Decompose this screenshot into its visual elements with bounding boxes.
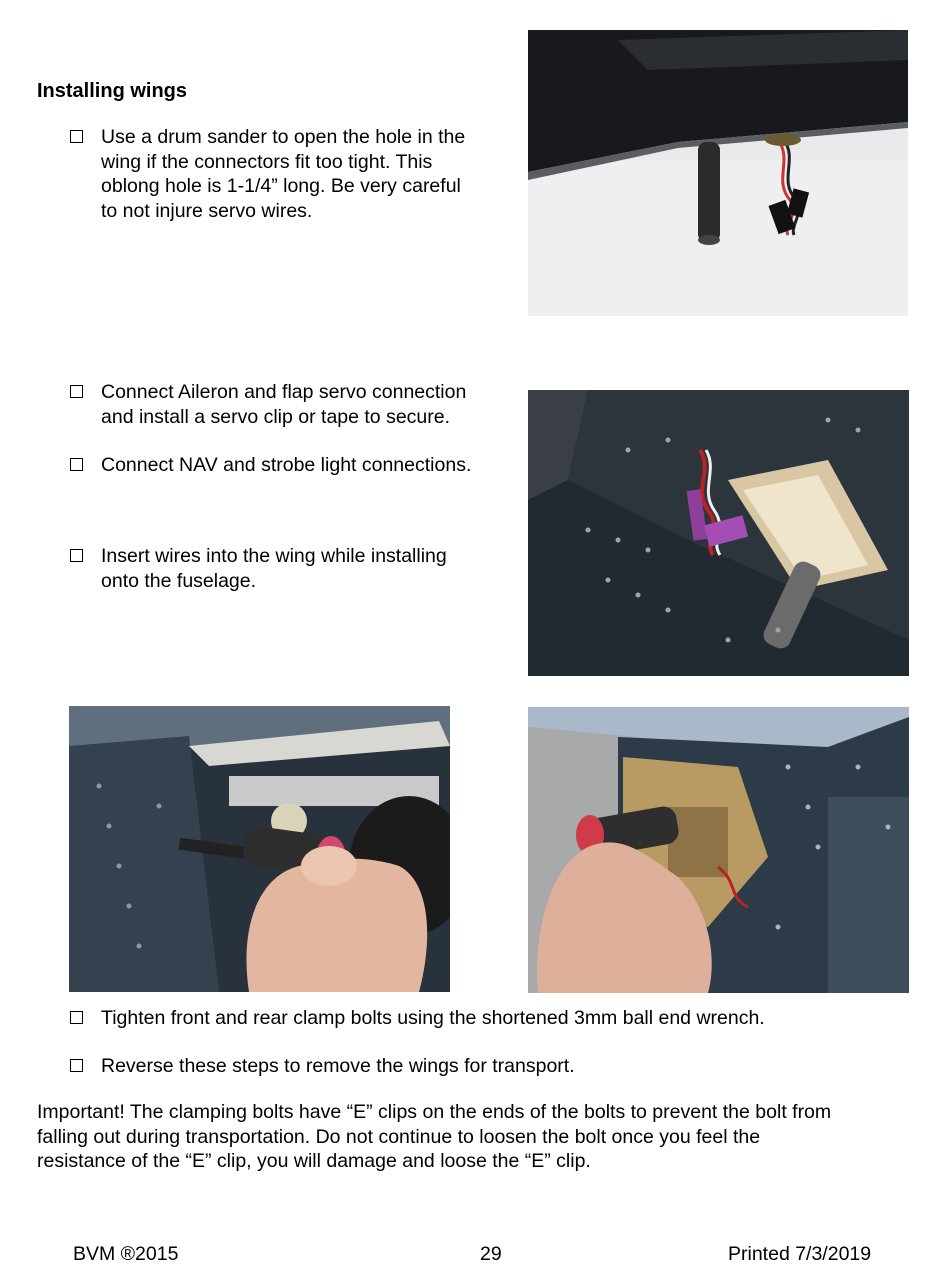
step-text: Connect Aileron and flap servo connection and install a servo clip or tape to secure. — [101, 381, 467, 428]
section-title: Installing wings — [37, 80, 188, 102]
front-clamp-bolt-photo — [69, 706, 450, 992]
servo-connection-photo — [528, 390, 909, 676]
checkbox-icon[interactable] — [70, 1011, 83, 1024]
footer-print-date: Printed 7/3/2019 — [728, 1243, 872, 1265]
checkbox-icon[interactable] — [70, 385, 83, 398]
step-text: Use a drum sander to open the hole in the wing if the connectors fit too tight. This oblong hole is 1-1/4” long. Be very careful to not injure servo wires. — [101, 126, 466, 222]
checkbox-icon[interactable] — [70, 1059, 83, 1072]
step-text: Tighten front and rear clamp bolts using the shortened 3mm ball end wrench. — [101, 1007, 765, 1029]
step-text: Connect NAV and strobe light connections. — [101, 454, 472, 476]
checkbox-icon[interactable] — [70, 130, 83, 143]
footer-copyright: BVM ®2015 — [73, 1243, 179, 1265]
step-text: Insert wires into the wing while installing onto the fuselage. — [101, 545, 447, 592]
rear-clamp-bolt-photo — [528, 707, 909, 993]
wing-root-photo — [528, 30, 908, 316]
checkbox-icon[interactable] — [70, 458, 83, 471]
step-text: Reverse these steps to remove the wings for transport. — [101, 1055, 575, 1077]
checkbox-icon[interactable] — [70, 549, 83, 562]
important-note: Important! The clamping bolts have “E” clips on the ends of the bolts to prevent the bolt from falling out during transportation. Do not continue to loosen the bolt once you feel the resistance of the “E” clip, you will damage and loose the “E” clip. — [37, 1101, 832, 1172]
footer-page-number: 29 — [480, 1243, 502, 1265]
